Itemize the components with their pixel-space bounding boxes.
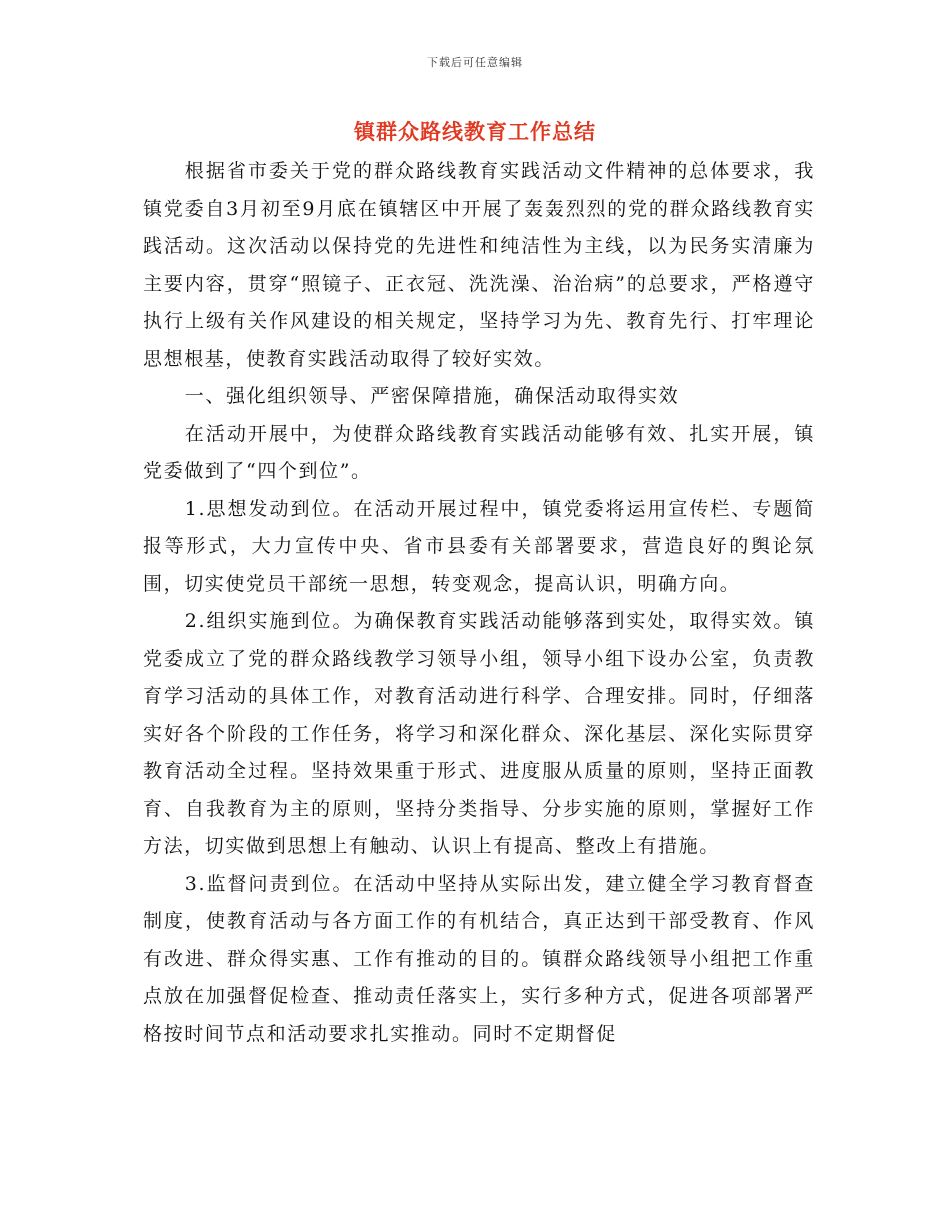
paragraph-four-in-place: 在活动开展中，为使群众路线教育实践活动能够有效、扎实开展，镇党委做到了“四个到位”。	[143, 422, 815, 482]
paragraph-item-1: 1.思想发动到位。在活动开展过程中，镇党委将运用宣传栏、专题简报等形式，大力宣传中央、省市县委有关部署要求，营造良好的舆论氛围，切实使党员干部统一思想，转变观念，提高认识，明确方向。	[143, 497, 815, 595]
paragraph-item-2: 2.组织实施到位。为确保教育实践活动能够落到实处，取得实效。镇党委成立了党的群众路线教学习领导小组，领导小组下设办公室，负责教育学习活动的具体工作，对教育活动进行科学、合理安排。同时，仔细落实好各个阶段的工作任务，将学习和深化群众、深化基层、深化实际贯穿教育活动全过程。坚持效果重于形式、进度服从质量的原则，坚持正面教育、自我教育为主的原则，坚持分类指导、分步实施的原则，掌握好工作方法，切实做到思想上有触动、认识上有提高、整改上有措施。	[143, 610, 815, 857]
document-body	[143, 153, 815, 1053]
section-heading-1: 一、强化组织领导、严密保障措施，确保活动取得实效	[184, 385, 680, 407]
header-note: 下载后可任意编辑	[427, 56, 523, 69]
paragraph-intro: 根据省市委关于党的群众路线教育实践活动文件精神的总体要求，我镇党委自3月初至9月底在镇辖区中开展了轰轰烈烈的党的群众路线教育实践活动。这次活动以保持党的先进性和纯洁性为主线，以为民务实清廉为主要内容，贯穿“照镜子、正衣冠、洗洗澡、治治病”的总要求，严格遵守执行上级有关作风建设的相关规定，坚持学习为先、教育先行、打牢理论思想根基，使教育实践活动取得了较好实效。	[143, 160, 815, 370]
document-title: 镇群众路线教育工作总结	[354, 120, 596, 144]
paragraph-item-3: 3.监督问责到位。在活动中坚持从实际出发，建立健全学习教育督查制度，使教育活动与各方面工作的有机结合，真正达到干部受教育、作风有改进、群众得实惠、工作有推动的目的。镇群众路线领导小组把工作重点放在加强督促检查、推动责任落实上，实行多种方式，促进各项部署严格按时间节点和活动要求扎实推动。同时不定期督促	[143, 872, 815, 1045]
